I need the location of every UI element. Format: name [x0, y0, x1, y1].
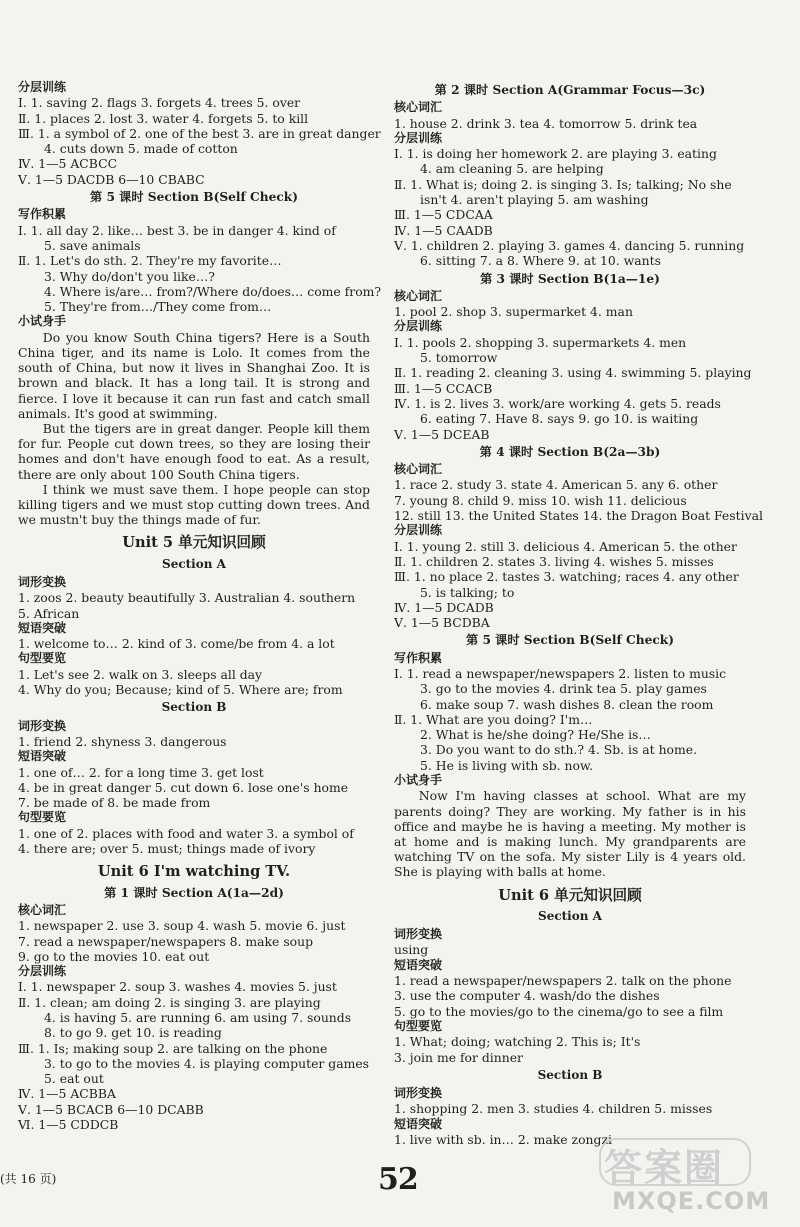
section-heading: Section A: [162, 556, 226, 571]
text-line: 1. race 2. study 3. state 4. American 5. any 6. other: [394, 477, 718, 493]
text-line: 4. Why do you; Because; kind of 5. Where are; from: [18, 682, 343, 698]
lesson-heading: 第 5 课时 Section B(Self Check): [466, 633, 674, 648]
text-line: Ⅰ. 1. all day 2. like… best 3. be in danger 4. kind of: [18, 222, 336, 238]
section-label: 短语突破: [18, 620, 67, 635]
text-line: 1. What; doing; watching 2. This is; It's: [394, 1034, 641, 1050]
text-line: using: [394, 942, 429, 958]
text-line: 4. be in great danger 5. cut down 6. lose one's home: [18, 779, 349, 795]
text-line: 1. welcome to… 2. kind of 3. come/be from 4. a lot: [18, 636, 335, 652]
text-line: 6. eating 7. Have 8. says 9. go 10. is waiting: [420, 411, 699, 427]
text-line: Ⅲ. 1. Is; making soup 2. are talking on the phone: [18, 1040, 328, 1056]
text-line: 3. to go to the movies 4. is playing computer games: [44, 1055, 370, 1071]
section-label: 分层训练: [18, 964, 67, 979]
text-line: 4. there are; over 5. must; things made of ivory: [18, 841, 316, 857]
text-line: Ⅰ. 1. read a newspaper/newspapers 2. listen to music: [394, 665, 727, 681]
text-line: 1. one of… 2. for a long time 3. get lost: [18, 764, 264, 780]
text-line: Ⅱ. 1. Let's do sth. 2. They're my favorite…: [18, 253, 282, 269]
section-heading: Section A: [538, 908, 602, 923]
text-line: Ⅱ. 1. places 2. lost 3. water 4. forgets 5. to kill: [18, 110, 309, 126]
section-label: 核心词汇: [18, 902, 67, 917]
section-label: 核心词汇: [394, 462, 443, 477]
left-column: [18, 80, 382, 1133]
text-line: 5. They're from…/They come from…: [44, 299, 272, 315]
lesson-heading: 第 2 课时 Section A(Grammar Focus—3c): [434, 83, 706, 97]
text-line: 1. house 2. drink 3. tea 4. tomorrow 5. drink tea: [394, 115, 698, 131]
text-line: 1. read a newspaper/newspapers 2. talk on the phone: [394, 973, 732, 989]
text-line: 4. is having 5. are running 6. am using 7. sounds: [44, 1010, 352, 1025]
text-line: Ⅰ. 1. newspaper 2. soup 3. washes 4. movies 5. just: [18, 979, 337, 995]
section-label: 短语突破: [18, 749, 67, 764]
watermark-text: 答案圈: [604, 1146, 725, 1190]
section-label: 分层训练: [18, 80, 67, 94]
text-line: 5. African: [18, 605, 80, 621]
text-line: Ⅳ. 1. is 2. lives 3. work/are working 4. gets 5. reads: [394, 395, 721, 411]
text-line: 5. tomorrow: [420, 350, 498, 366]
right-column: [394, 80, 763, 1148]
section-label: 写作积累: [394, 650, 443, 665]
text-line: Ⅰ. 1. pools 2. shopping 3. supermarkets 4. men: [394, 334, 687, 350]
lesson-heading: 第 3 课时 Section B(1a—1e): [480, 271, 660, 286]
essay-paragraph: Do you know South China tigers? Here is a South China tiger, and its name is Lolo. It comes from the south of China, but now it lives in Shanghai Zoo. It is brown and black. It has a long tail. It is strong and fierce. I love it because it can run fast and catch small animals. It's good at swimming.: [18, 329, 370, 421]
section-label: 小试身手: [394, 773, 443, 788]
text-line: 3. Do you want to do sth.? 4. Sb. is at home.: [420, 742, 698, 758]
section-label: 分层训练: [394, 523, 443, 538]
section-label: 分层训练: [394, 319, 443, 334]
text-line: 3. go to the movies 4. drink tea 5. play games: [420, 681, 707, 697]
section-label: 核心词汇: [394, 100, 443, 115]
section-label: 句型要览: [18, 810, 67, 825]
text-line: 1. newspaper 2. use 3. soup 4. wash 5. movie 6. just: [18, 918, 346, 934]
section-label: 句型要览: [18, 651, 67, 666]
section-label: 分层训练: [394, 130, 443, 145]
section-label: 词形变换: [394, 927, 443, 942]
essay-paragraph: Now I'm having classes at school. What are my parents doing? They are working. My father is in his office and maybe he is having a meeting. My mother is at home and is making lunch. My grandparents are watching TV on the sofa. My sister Lily is 4 years old. She is playing with balls at home.: [394, 788, 746, 880]
text-line: isn't 4. aren't playing 5. am washing: [420, 192, 649, 208]
section-label: 小试身手: [18, 314, 67, 329]
essay-paragraph: I think we must save them. I hope people can stop killing tigers and we must stop cutting down trees. And we mustn't buy the things made of fur.: [18, 481, 370, 528]
lesson-heading: 第 4 课时 Section B(2a—3b): [479, 444, 661, 459]
text-line: 8. to go 9. get 10. is reading: [44, 1025, 222, 1041]
text-line: Ⅳ. 1—5 DCADB: [394, 599, 494, 615]
text-line: Ⅵ. 1—5 CDDCB: [18, 1117, 119, 1133]
unit-heading: Unit 6 单元知识回顾: [498, 886, 642, 904]
text-line: 1. one of 2. places with food and water 3. a symbol of: [18, 825, 354, 841]
text-line: 5. save animals: [44, 237, 141, 253]
text-line: Ⅴ. 1—5 BCACB 6—10 DCABB: [18, 1101, 204, 1117]
text-line: Ⅱ. 1. What are you doing? I'm…: [394, 711, 593, 727]
section-label: 句型要览: [394, 1018, 443, 1033]
text-line: Ⅰ. 1. saving 2. flags 3. forgets 4. trees 5. over: [18, 95, 301, 111]
text-line: 4. am cleaning 5. are helping: [420, 161, 604, 177]
text-line: 5. go to the movies/go to the cinema/go to see a film: [394, 1003, 724, 1019]
text-line: 1. shopping 2. men 3. studies 4. children 5. misses: [394, 1101, 713, 1117]
text-line: Ⅱ. 1. clean; am doing 2. is singing 3. are playing: [18, 994, 321, 1010]
section-label: 词形变换: [394, 1086, 443, 1101]
text-line: 6. make soup 7. wash dishes 8. clean the room: [420, 696, 714, 712]
text-line: Ⅲ. 1. no place 2. tastes 3. watching; races 4. any other: [394, 569, 739, 585]
text-line: Ⅱ. 1. What is; doing 2. is singing 3. Is; talking; No she: [394, 176, 732, 192]
text-line: 7. be made of 8. be made from: [18, 795, 211, 811]
text-line: 7. read a newspaper/newspapers 8. make soup: [18, 933, 314, 949]
unit-heading: Unit 5 单元知识回顾: [122, 534, 266, 552]
watermark-url: MXQE.COM: [612, 1187, 771, 1215]
footer-page-count: (共 16 页): [0, 1172, 57, 1186]
text-line: 3. use the computer 4. wash/do the dishes: [394, 988, 660, 1004]
text-line: Ⅰ. 1. is doing her homework 2. are playing 3. eating: [394, 146, 717, 162]
unit-heading: Unit 6 I'm watching TV.: [97, 863, 291, 881]
text-line: Ⅴ. 1—5 DACDB 6—10 CBABC: [18, 171, 205, 187]
text-line: 7. young 8. child 9. miss 10. wish 11. delicious: [394, 492, 687, 508]
text-line: Ⅳ. 1—5 CAADB: [394, 222, 493, 238]
text-line: 5. eat out: [44, 1071, 104, 1087]
essay-paragraph: But the tigers are in great danger. People kill them for fur. People cut down trees, so they are losing their homes and don't have enough food to eat. As a result, there are only about 100 South China tigers.: [18, 420, 370, 482]
text-line: 1. live with sb. in… 2. make zongzi: [394, 1132, 612, 1148]
text-line: 4. cuts down 5. made of cotton: [44, 141, 238, 157]
text-line: 12. still 13. the United States 14. the Dragon Boat Festival: [394, 508, 763, 524]
section-label: 词形变换: [18, 718, 67, 733]
text-line: 4. Where is/are… from?/Where do/does… come from?: [44, 283, 382, 299]
text-line: Ⅴ. 1—5 DCEAB: [394, 426, 490, 442]
text-line: Ⅳ. 1—5 ACBCC: [18, 156, 118, 172]
text-line: Ⅳ. 1—5 ACBBA: [18, 1086, 116, 1102]
text-line: Ⅲ. 1—5 CCACB: [394, 380, 493, 396]
text-line: Ⅲ. 1. a symbol of 2. one of the best 3. are in great danger: [18, 125, 381, 141]
lesson-heading: 第 5 课时 Section B(Self Check): [90, 190, 298, 205]
watermark-logo: [598, 1135, 794, 1221]
section-label: 核心词汇: [394, 288, 443, 303]
text-line: 1. Let's see 2. walk on 3. sleeps all day: [18, 666, 263, 682]
text-line: 9. go to the movies 10. eat out: [18, 948, 210, 964]
text-line: 1. zoos 2. beauty beautifully 3. Australian 4. southern: [18, 590, 356, 606]
text-line: 6. sitting 7. a 8. Where 9. at 10. wants: [420, 253, 661, 269]
section-label: 短语突破: [394, 1116, 443, 1131]
text-line: Ⅴ. 1—5 BCDBA: [394, 615, 490, 631]
section-label: 词形变换: [18, 574, 67, 589]
text-line: Ⅴ. 1. children 2. playing 3. games 4. dancing 5. running: [394, 237, 745, 253]
text-line: Ⅱ. 1. children 2. states 3. living 4. wishes 5. misses: [394, 553, 714, 569]
text-line: 5. He is living with sb. now.: [420, 757, 594, 773]
text-line: 1. pool 2. shop 3. supermarket 4. man: [394, 304, 633, 320]
text-line: 5. is talking; to: [420, 584, 515, 600]
section-heading: Section B: [537, 1067, 603, 1082]
lesson-heading: 第 1 课时 Section A(1a—2d): [104, 885, 284, 900]
text-line: 2. What is he/she doing? He/She is…: [420, 727, 651, 743]
section-heading: Section B: [161, 700, 227, 715]
section-label: 写作积累: [18, 207, 67, 222]
section-label: 短语突破: [394, 957, 443, 972]
text-line: 3. join me for dinner: [394, 1049, 523, 1065]
text-line: Ⅲ. 1—5 CDCAA: [394, 207, 493, 223]
text-line: 1. friend 2. shyness 3. dangerous: [18, 733, 227, 749]
text-line: 3. Why do/don't you like…?: [44, 268, 215, 284]
page-number: 52: [378, 1162, 418, 1197]
text-line: Ⅱ. 1. reading 2. cleaning 3. using 4. swimming 5. playing: [394, 365, 752, 381]
text-line: Ⅰ. 1. young 2. still 3. delicious 4. American 5. the other: [394, 538, 737, 554]
